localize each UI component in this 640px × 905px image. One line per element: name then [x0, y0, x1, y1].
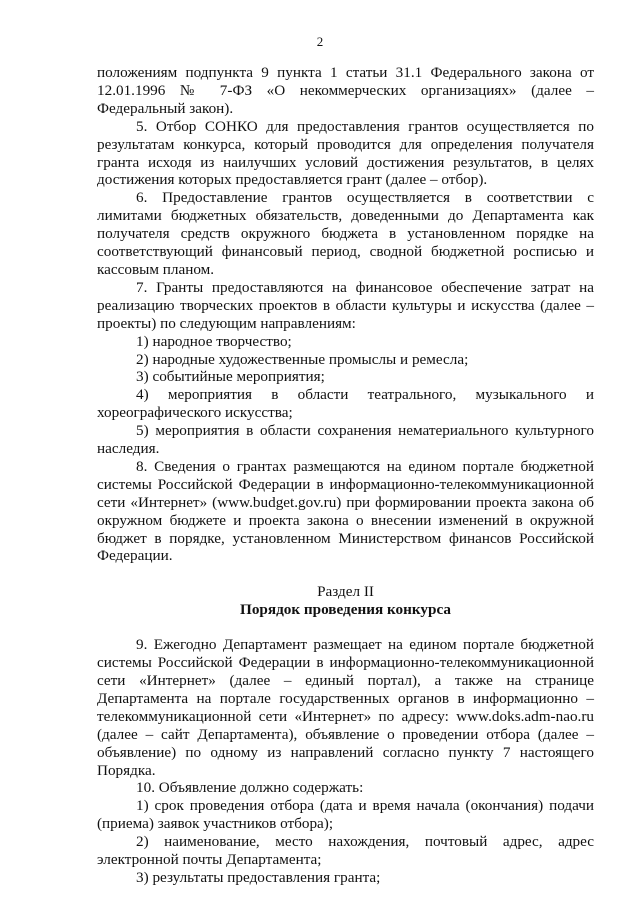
paragraph: 2) наименование, место нахождения, почтовый адрес, адрес электронной почты Департамента;	[97, 833, 594, 869]
paragraph: 1) срок проведения отбора (дата и время начала (окончания) подачи (приема) заявок участников отбора);	[97, 797, 594, 833]
paragraph: 2) народные художественные промыслы и ремесла;	[136, 350, 469, 368]
paragraph: 6. Предоставление грантов осуществляется в соответствии с лимитами бюджетных обязательств, доведенными до Департамента как получателя средств окружного бюджета в установленном порядке на соответствующий финансовый период, сводной бюджетной росписью и кассовым планом.	[97, 189, 594, 278]
paragraph: 7. Гранты предоставляются на финансовое обеспечение затрат на реализацию творческих проектов в области культуры и искусства (далее – проекты) по следующим направлениям:	[97, 278, 594, 332]
paragraph: 1) народное творчество;	[136, 332, 292, 350]
page-number: 2	[316, 34, 324, 49]
paragraph: положениям подпункта 9 пункта 1 статьи 31.1 Федерального закона от 12.01.1996 № 7-ФЗ «О некоммерческих организациях» (далее – Федеральный закон).	[97, 64, 594, 117]
paragraph: 4) мероприятия в области театрального, музыкального и хореографического искусства;	[97, 386, 594, 422]
section-2-paragraphs	[97, 636, 594, 887]
paragraph: 5) мероприятия в области сохранения нематериального культурного наследия.	[97, 422, 594, 458]
document-body	[97, 64, 594, 887]
paragraph: 5. Отбор СОНКО для предоставления грантов осуществляется по результатам конкурса, который проводится для определения получателя гранта исходя из наилучших условий достижения результатов, в целях достижения которых предоставляется грант (далее – отбор).	[97, 117, 594, 189]
section-spacer	[97, 565, 594, 583]
paragraph: 3) результаты предоставления гранта;	[136, 868, 381, 886]
paragraph: 9. Ежегодно Департамент размещает на едином портале бюджетной системы Российской Федерации в информационно-телекоммуникационной сети «Интернет» (далее – единый портал), а также на странице Департамента на портале государственных органов в информационно – телекоммуникационной сети «Интернет» по адресу: www.doks.adm-nao.ru (далее – сайт Департамента), объявление о проведении отбора (далее – объявление) по одному из направлений согласно пункту 7 настоящего Порядка.	[97, 636, 594, 779]
section-title: Порядок проведения конкурса	[240, 601, 451, 619]
paragraph: 3) событийные мероприятия;	[136, 368, 325, 386]
paragraph: 10. Объявление должно содержать:	[136, 779, 364, 797]
section-title-spacer	[97, 619, 594, 636]
paragraph: 8. Сведения о грантах размещаются на едином портале бюджетной системы Российской Федерации в информационно-телекоммуникационной сети «Интернет» (www.budget.gov.ru) при формировании проекта закона об окружном бюджете и проекта закона о внесении изменений в окружной бюджет в порядке, установленном Министерством финансов Российской Федерации.	[97, 457, 594, 565]
section-label: Раздел II	[317, 583, 374, 601]
section-1-paragraphs	[97, 64, 594, 565]
